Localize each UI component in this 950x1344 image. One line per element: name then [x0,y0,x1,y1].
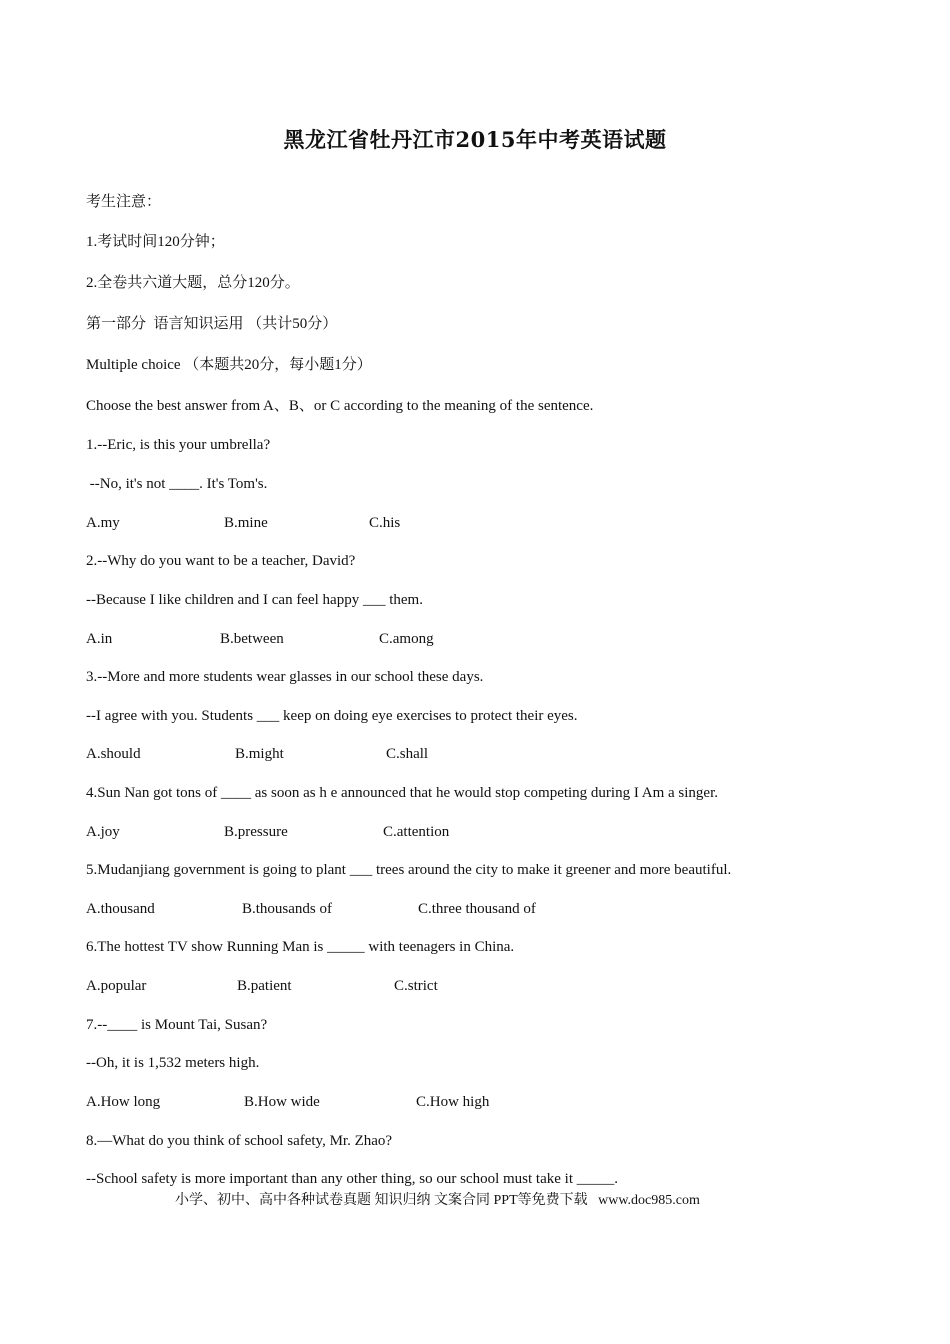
question-2-line-1: 2.--Why do you want to be a teacher, David? [86,553,356,569]
question-1-line-2: --No, it's not ____. It's Tom's. [86,476,268,492]
section-instruction: Choose the best answer from A、B、or C according to the meaning of the sentence. [86,398,594,414]
option-c: C.strict [394,978,438,994]
notice-heading: 考生注意： [86,194,162,210]
option-b: B.mine [224,515,268,531]
option-a: A.joy [86,824,120,840]
question-3-line-2: --I agree with you. Students ___ keep on doing eye exercises to protect their eyes. [86,708,578,724]
notice-item-2: 2.全卷共六道大题，总分120分。 [86,275,300,291]
option-a: A.my [86,515,120,531]
question-3-line-1: 3.--More and more students wear glasses in our school these days. [86,669,484,685]
question-2-line-2: --Because I like children and I can feel happy ___ them. [86,592,423,608]
question-8-line-2: --School safety is more important than any other thing, so our school must take it _____. [86,1171,618,1187]
option-a: A.popular [86,978,147,994]
question-6-line-1: 6.The hottest TV show Running Man is _____ with teenagers in China. [86,939,515,955]
option-c: C.shall [386,746,429,762]
notice-item-1: 1.考试时间120分钟； [86,234,225,250]
option-a: A.thousand [86,901,155,917]
option-c: C.attention [383,824,450,840]
page-title: 黑龙江省牡丹江市2015年中考英语试题 [283,127,667,152]
question-8-line-1: 8.—What do you think of school safety, Mr. Zhao? [86,1133,393,1149]
option-b: B.patient [237,978,292,994]
option-c: C.How high [416,1094,490,1110]
option-a: A.should [86,746,141,762]
question-4-line-1: 4.Sun Nan got tons of ____ as soon as h e announced that he would stop competing during I Am a singer. [86,785,718,801]
question-7-line-1: 7.--____ is Mount Tai, Susan? [86,1017,268,1033]
option-c: C.three thousand of [418,901,536,917]
option-b: B.might [235,746,284,762]
option-a: A.in [86,631,113,647]
question-1-line-1: 1.--Eric, is this your umbrella? [86,437,271,453]
question-7-line-2: --Oh, it is 1,532 meters high. [86,1055,260,1071]
page-footer: 小学、初中、高中各种试卷真题 知识归纳 文案合同 PPT等免费下载 www.doc985.com [175,1193,700,1208]
option-b: B.between [220,631,284,647]
section-type: Multiple choice （本题共20分，每小题1分） [86,357,372,373]
section-part-heading: 第一部分 语言知识运用 （共计50分） [86,316,338,332]
option-a: A.How long [86,1094,161,1110]
option-c: C.among [379,631,434,647]
option-b: B.How wide [244,1094,320,1110]
option-b: B.thousands of [242,901,332,917]
option-c: C.his [369,515,401,531]
option-b: B.pressure [224,824,288,840]
question-5-line-1: 5.Mudanjiang government is going to plant ___ trees around the city to make it greener and more beautiful. [86,862,732,878]
